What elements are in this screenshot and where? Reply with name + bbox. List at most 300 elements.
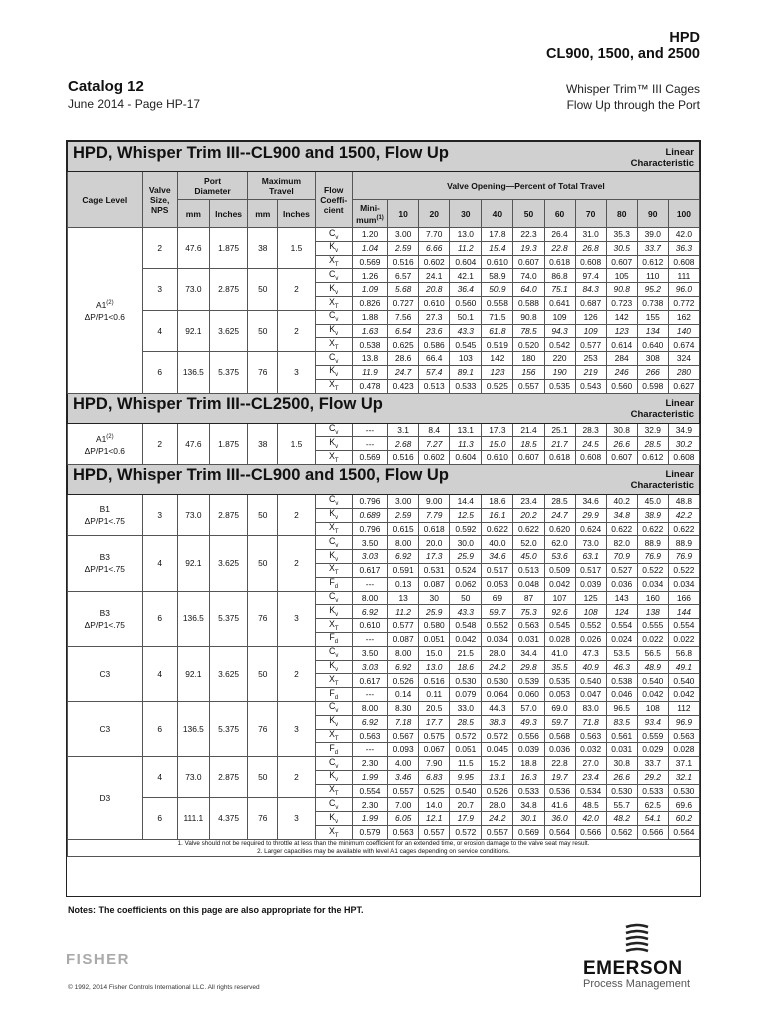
symbol-subscript: v bbox=[335, 372, 339, 379]
coefficient-symbol-cell bbox=[315, 605, 352, 619]
value-cell: 0.062 bbox=[450, 577, 482, 591]
symbol-subscript: T bbox=[334, 261, 339, 268]
value-cell: 0.13 bbox=[388, 577, 419, 591]
value-cell: 15.0 bbox=[419, 646, 450, 660]
value-cell: 16.3 bbox=[513, 770, 544, 784]
valve-size-cell: 3 bbox=[142, 269, 177, 310]
symbol-letter: $K_v$ bbox=[329, 282, 339, 296]
symbol-subscript: d bbox=[334, 749, 339, 756]
travel-mm-cell: 38 bbox=[248, 228, 278, 269]
value-cell: 16.1 bbox=[482, 508, 513, 522]
symbol-letter: $C_v$ bbox=[329, 351, 339, 365]
value-cell: 6.57 bbox=[388, 269, 419, 283]
characteristic-line: Characteristic bbox=[630, 480, 694, 492]
coefficient-symbol-cell bbox=[315, 826, 352, 840]
section-title-row bbox=[68, 393, 700, 423]
characteristic-line: Characteristic bbox=[630, 409, 694, 421]
value-cell: 0.608 bbox=[575, 451, 606, 465]
value-cell: 0.557 bbox=[388, 784, 419, 798]
travel-inches-cell: 3 bbox=[278, 591, 315, 646]
value-cell: 69.6 bbox=[668, 798, 699, 812]
value-cell: 0.569 bbox=[352, 255, 387, 269]
value-cell: 7.00 bbox=[388, 798, 419, 812]
value-cell: 6.92 bbox=[352, 715, 387, 729]
value-cell: 0.559 bbox=[637, 729, 668, 743]
value-cell: 0.032 bbox=[575, 743, 606, 757]
value-cell: 6.83 bbox=[419, 770, 450, 784]
value-cell: 0.034 bbox=[482, 632, 513, 646]
travel-mm-cell: 50 bbox=[248, 310, 278, 351]
travel-mm-cell: 50 bbox=[248, 757, 278, 798]
value-cell: 0.517 bbox=[482, 563, 513, 577]
value-cell: 83.5 bbox=[606, 715, 637, 729]
value-cell: 0.034 bbox=[637, 577, 668, 591]
value-cell: 0.028 bbox=[544, 632, 575, 646]
symbol-subscript: v bbox=[335, 652, 339, 659]
value-cell: 0.545 bbox=[450, 338, 482, 352]
value-cell: 8.00 bbox=[352, 701, 387, 715]
value-cell: 36.4 bbox=[450, 283, 482, 297]
port-mm-cell: 92.1 bbox=[177, 536, 209, 591]
header-text-line: Valve bbox=[148, 184, 171, 195]
port-inches-cell: 3.625 bbox=[209, 310, 247, 351]
value-cell: 219 bbox=[575, 365, 606, 379]
travel-mm-cell: 76 bbox=[248, 591, 278, 646]
value-cell: 0.536 bbox=[544, 784, 575, 798]
value-cell: 0.042 bbox=[450, 632, 482, 646]
description-line2: Flow Up through the Port bbox=[566, 98, 700, 112]
coefficient-symbol-cell bbox=[315, 269, 352, 283]
cage-level-cell bbox=[68, 228, 143, 394]
value-cell: 0.087 bbox=[419, 577, 450, 591]
value-cell: 246 bbox=[606, 365, 637, 379]
coefficient-symbol-cell bbox=[315, 770, 352, 784]
coefficient-symbol-cell bbox=[315, 494, 352, 508]
travel-inches-cell: 2 bbox=[278, 494, 315, 535]
value-cell: 0.522 bbox=[668, 563, 699, 577]
symbol-letter: $C_v$ bbox=[329, 798, 339, 811]
footnote-ref: (1) bbox=[376, 214, 384, 221]
value-cell: 0.610 bbox=[482, 451, 513, 465]
value-cell: 6.92 bbox=[388, 550, 419, 564]
value-cell: 30 bbox=[419, 591, 450, 605]
symbol-letter: $K_v$ bbox=[329, 508, 339, 522]
opening-percent-header: 30 bbox=[450, 200, 482, 228]
coefficient-symbol-cell bbox=[315, 591, 352, 605]
valve-size-cell: 4 bbox=[142, 646, 177, 701]
value-cell: 0.617 bbox=[352, 563, 387, 577]
value-cell: 2.59 bbox=[388, 241, 419, 255]
max-travel-header bbox=[248, 172, 315, 200]
value-cell: 7.79 bbox=[419, 508, 450, 522]
value-cell: 0.580 bbox=[419, 619, 450, 633]
value-cell: 28.0 bbox=[482, 798, 513, 812]
emerson-wordmark: EMERSON bbox=[583, 958, 683, 979]
value-cell: 53.5 bbox=[606, 646, 637, 660]
value-cell: 0.567 bbox=[388, 729, 419, 743]
footnote-row bbox=[68, 839, 700, 856]
travel-mm-cell: 76 bbox=[248, 701, 278, 756]
value-cell: 0.053 bbox=[544, 688, 575, 702]
value-cell: 17.9 bbox=[450, 812, 482, 826]
value-cell: 13.0 bbox=[450, 228, 482, 242]
value-cell: 52.0 bbox=[513, 536, 544, 550]
value-cell: 87 bbox=[513, 591, 544, 605]
value-cell: 0.586 bbox=[419, 338, 450, 352]
value-cell: 0.604 bbox=[450, 255, 482, 269]
value-cell: 0.614 bbox=[606, 338, 637, 352]
value-cell: 1.63 bbox=[352, 324, 387, 338]
value-cell: 0.579 bbox=[352, 826, 387, 840]
symbol-subscript: v bbox=[335, 317, 339, 324]
value-cell: 7.90 bbox=[419, 757, 450, 771]
coefficient-symbol-cell bbox=[315, 451, 352, 465]
linear-line: Linear bbox=[665, 469, 694, 481]
value-cell: 6.54 bbox=[388, 324, 419, 338]
value-cell: 28.6 bbox=[388, 352, 419, 366]
copyright: © 1992, 2014 Fisher Controls International LLC. All rights reserved bbox=[68, 984, 260, 991]
symbol-subscript: T bbox=[334, 528, 339, 535]
port-inches-cell: 5.375 bbox=[209, 591, 247, 646]
value-cell: 0.563 bbox=[388, 826, 419, 840]
value-cell: 69.0 bbox=[544, 701, 575, 715]
value-cell: 20.7 bbox=[450, 798, 482, 812]
value-cell: 0.520 bbox=[513, 338, 544, 352]
value-cell: 20.5 bbox=[419, 701, 450, 715]
header-text-line: B3 bbox=[99, 552, 110, 563]
value-cell: 0.568 bbox=[544, 729, 575, 743]
symbol-subscript: T bbox=[334, 303, 339, 310]
travel-inches-cell: 2 bbox=[278, 536, 315, 591]
value-cell: 74.0 bbox=[513, 269, 544, 283]
value-cell: --- bbox=[352, 632, 387, 646]
value-cell: 123 bbox=[606, 324, 637, 338]
travel-mm-cell: 50 bbox=[248, 269, 278, 310]
symbol-letter: $C_v$ bbox=[329, 423, 339, 436]
value-cell: 28.5 bbox=[450, 715, 482, 729]
value-cell: 42.2 bbox=[668, 508, 699, 522]
value-cell: 90.8 bbox=[513, 310, 544, 324]
header-text-line: ΔP/P1<.75 bbox=[84, 516, 125, 527]
value-cell: 11.2 bbox=[450, 241, 482, 255]
value-cell: 0.516 bbox=[419, 674, 450, 688]
value-cell: 25.1 bbox=[544, 423, 575, 437]
value-cell: 109 bbox=[544, 310, 575, 324]
symbol-letter: $K_v$ bbox=[329, 324, 339, 337]
value-cell: 27.3 bbox=[419, 310, 450, 324]
value-cell: 96.5 bbox=[606, 701, 637, 715]
value-cell: 0.566 bbox=[637, 826, 668, 840]
value-cell: 82.0 bbox=[606, 536, 637, 550]
cage-level-cell bbox=[68, 701, 143, 756]
value-cell: 138 bbox=[637, 605, 668, 619]
port-inches-cell: 2.875 bbox=[209, 757, 247, 798]
footnote-ref: (2) bbox=[106, 300, 114, 307]
symbol-subscript: d bbox=[334, 584, 339, 590]
section-title-row bbox=[68, 142, 700, 172]
travel-inches-cell: 2 bbox=[278, 757, 315, 798]
value-cell: 280 bbox=[668, 365, 699, 379]
symbol-letter: $C_v$ bbox=[329, 646, 339, 659]
value-cell: 41.0 bbox=[544, 646, 575, 660]
symbol-letter: $K_v$ bbox=[329, 660, 339, 673]
value-cell: 0.618 bbox=[544, 255, 575, 269]
valve-size-cell: 4 bbox=[142, 757, 177, 798]
symbol-letter: $C_v$ bbox=[329, 535, 339, 549]
value-cell: 0.622 bbox=[482, 522, 513, 536]
data-row bbox=[68, 798, 700, 812]
value-cell: 40.0 bbox=[482, 536, 513, 550]
travel-mm-cell: 76 bbox=[248, 798, 278, 839]
valve-size-cell: 3 bbox=[142, 494, 177, 535]
coefficient-symbol-cell bbox=[315, 437, 352, 451]
symbol-letter: $C_v$ bbox=[329, 756, 339, 770]
symbol-letter: $K_v$ bbox=[329, 436, 339, 450]
value-cell: 26.4 bbox=[544, 228, 575, 242]
opening-percent-header: 70 bbox=[575, 200, 606, 228]
value-cell: 0.557 bbox=[419, 826, 450, 840]
value-cell: 17.3 bbox=[482, 423, 513, 437]
value-cell: 0.572 bbox=[450, 826, 482, 840]
value-cell: 0.772 bbox=[668, 296, 699, 310]
value-cell: 45.0 bbox=[513, 550, 544, 564]
symbol-letter: $K_v$ bbox=[329, 770, 339, 784]
value-cell: 95.2 bbox=[637, 283, 668, 297]
travel-inches-cell: 2 bbox=[278, 269, 315, 310]
cage-level-cell bbox=[68, 591, 143, 646]
symbol-subscript: v bbox=[335, 289, 339, 296]
value-cell: 66.4 bbox=[419, 352, 450, 366]
value-cell: 0.566 bbox=[575, 826, 606, 840]
cage-level-cell bbox=[68, 646, 143, 701]
value-cell: 8.00 bbox=[388, 536, 419, 550]
value-cell: 33.0 bbox=[450, 701, 482, 715]
value-cell: 93.4 bbox=[637, 715, 668, 729]
value-cell: 0.560 bbox=[450, 296, 482, 310]
value-cell: 43.3 bbox=[450, 324, 482, 338]
value-cell: 0.608 bbox=[575, 255, 606, 269]
value-cell: 0.554 bbox=[668, 619, 699, 633]
coefficient-symbol-cell bbox=[315, 324, 352, 338]
value-cell: 39.0 bbox=[637, 228, 668, 242]
value-cell: 21.7 bbox=[544, 437, 575, 451]
header-text-line: A1$^{(2)}$ bbox=[96, 300, 114, 311]
value-cell: 76.9 bbox=[668, 550, 699, 564]
value-cell: 0.535 bbox=[544, 674, 575, 688]
coefficient-symbol-cell bbox=[315, 646, 352, 660]
value-cell: 34.9 bbox=[668, 423, 699, 437]
symbol-letter: $F_d$ bbox=[329, 742, 339, 756]
symbol-subscript: v bbox=[335, 275, 339, 282]
value-cell: 17.7 bbox=[419, 715, 450, 729]
opening-percent-header: 100 bbox=[668, 200, 699, 228]
symbol-subscript: v bbox=[335, 721, 339, 728]
value-cell: 76.9 bbox=[637, 550, 668, 564]
value-cell: 35.3 bbox=[606, 228, 637, 242]
value-cell: 0.525 bbox=[419, 784, 450, 798]
value-cell: 24.5 bbox=[575, 437, 606, 451]
value-cell: 58.9 bbox=[482, 269, 513, 283]
value-cell: 0.687 bbox=[575, 296, 606, 310]
value-cell: 0.026 bbox=[575, 632, 606, 646]
valve-size-cell: 4 bbox=[142, 536, 177, 591]
value-cell: 14.0 bbox=[419, 798, 450, 812]
symbol-subscript: v bbox=[335, 777, 339, 784]
footnote: 1. Valve should not be required to throttle at less than the minimum coefficient for an extended time, or erosion damage to the valve seat may result. bbox=[177, 839, 590, 847]
symbol-subscript: v bbox=[335, 556, 339, 563]
value-cell: 0.538 bbox=[352, 338, 387, 352]
catalog-date: June 2014 - Page HP-17 bbox=[68, 97, 201, 111]
value-cell: 15.4 bbox=[482, 241, 513, 255]
port-mm-cell: 73.0 bbox=[177, 757, 209, 798]
coefficient-symbol-cell bbox=[315, 619, 352, 633]
footnotes-cell bbox=[68, 839, 700, 856]
value-cell: 0.064 bbox=[482, 688, 513, 702]
value-cell: 8.30 bbox=[388, 701, 419, 715]
value-cell: 3.00 bbox=[388, 494, 419, 508]
value-cell: 103 bbox=[450, 352, 482, 366]
value-cell: 0.047 bbox=[575, 688, 606, 702]
value-cell: 17.8 bbox=[482, 228, 513, 242]
value-cell: 20.8 bbox=[419, 283, 450, 297]
section-title-row bbox=[68, 464, 700, 494]
value-cell: 0.530 bbox=[668, 784, 699, 798]
value-cell: 0.045 bbox=[482, 743, 513, 757]
value-cell: 0.610 bbox=[482, 255, 513, 269]
symbol-letter: $K_v$ bbox=[329, 549, 339, 563]
value-cell: 4.00 bbox=[388, 757, 419, 771]
symbol-subscript: v bbox=[335, 515, 339, 522]
coefficient-table bbox=[67, 141, 700, 857]
product-title-line2: CL900, 1500, and 2500 bbox=[546, 46, 700, 62]
value-cell: 0.423 bbox=[388, 379, 419, 393]
header-text-line: A1$^{(2)}$ bbox=[96, 433, 114, 444]
value-cell: 0.046 bbox=[606, 688, 637, 702]
value-cell: 32.9 bbox=[637, 423, 668, 437]
symbol-subscript: T bbox=[334, 457, 339, 464]
product-title-line1: HPD bbox=[669, 30, 700, 46]
value-cell: 0.545 bbox=[544, 619, 575, 633]
value-cell: 47.3 bbox=[575, 646, 606, 660]
symbol-letter: $X_T$ bbox=[328, 379, 339, 393]
port-mm-header: mm bbox=[177, 200, 209, 228]
value-cell: 20.2 bbox=[513, 508, 544, 522]
symbol-letter: $X_T$ bbox=[328, 784, 339, 797]
data-row bbox=[68, 757, 700, 771]
value-cell: 69 bbox=[482, 591, 513, 605]
header-text-line: C3 bbox=[99, 724, 111, 734]
data-row bbox=[68, 352, 700, 366]
value-cell: 143 bbox=[606, 591, 637, 605]
symbol-subscript: T bbox=[334, 344, 339, 351]
value-cell: 12.1 bbox=[419, 812, 450, 826]
value-cell: 5.68 bbox=[388, 283, 419, 297]
valve-size-cell: 4 bbox=[142, 310, 177, 351]
value-cell: 0.577 bbox=[575, 338, 606, 352]
value-cell: 84.3 bbox=[575, 283, 606, 297]
value-cell: 46.3 bbox=[606, 660, 637, 674]
value-cell: 0.14 bbox=[388, 688, 419, 702]
value-cell: 0.022 bbox=[637, 632, 668, 646]
port-mm-cell: 47.6 bbox=[177, 423, 209, 464]
coefficient-symbol-cell bbox=[315, 228, 352, 242]
value-cell: 6.92 bbox=[352, 605, 387, 619]
value-cell: 124 bbox=[606, 605, 637, 619]
value-cell: 38.3 bbox=[482, 715, 513, 729]
symbol-letter: $C_v$ bbox=[329, 701, 339, 715]
value-cell: 180 bbox=[513, 352, 544, 366]
value-cell: 88.9 bbox=[637, 536, 668, 550]
value-cell: 34.6 bbox=[575, 494, 606, 508]
value-cell: 0.607 bbox=[606, 255, 637, 269]
value-cell: 0.552 bbox=[575, 619, 606, 633]
value-cell: 83.0 bbox=[575, 701, 606, 715]
section-title: HPD, Whisper Trim III--CL900 and 1500, Flow Up bbox=[73, 466, 449, 485]
symbol-letter: $K_v$ bbox=[329, 365, 339, 379]
value-cell: 0.557 bbox=[482, 826, 513, 840]
value-cell: 190 bbox=[544, 365, 575, 379]
value-cell: 0.826 bbox=[352, 296, 387, 310]
value-cell: 0.527 bbox=[606, 563, 637, 577]
coefficient-symbol-cell bbox=[315, 632, 352, 646]
value-cell: 88.9 bbox=[668, 536, 699, 550]
catalog-label: Catalog 12 bbox=[68, 78, 144, 95]
symbol-subscript: v bbox=[335, 708, 339, 715]
value-cell: 11.2 bbox=[388, 605, 419, 619]
value-cell: 50.1 bbox=[450, 310, 482, 324]
symbol-letter: $C_v$ bbox=[329, 268, 339, 282]
value-cell: 0.723 bbox=[606, 296, 637, 310]
value-cell: 0.625 bbox=[388, 338, 419, 352]
value-cell: 15.0 bbox=[482, 437, 513, 451]
value-cell: 0.572 bbox=[482, 729, 513, 743]
value-cell: 56.5 bbox=[637, 646, 668, 660]
value-cell: 0.509 bbox=[544, 563, 575, 577]
value-cell: 21.5 bbox=[450, 646, 482, 660]
port-mm-cell: 47.6 bbox=[177, 228, 209, 269]
value-cell: 0.563 bbox=[575, 729, 606, 743]
value-cell: 0.525 bbox=[482, 379, 513, 393]
value-cell: 23.6 bbox=[419, 324, 450, 338]
value-cell: 71.8 bbox=[575, 715, 606, 729]
coefficient-symbol-cell bbox=[315, 688, 352, 702]
value-cell: 64.0 bbox=[513, 283, 544, 297]
value-cell: 36.3 bbox=[668, 241, 699, 255]
linear-line: Linear bbox=[665, 146, 694, 158]
valve-opening-header: Valve Opening—Percent of Total Travel bbox=[352, 172, 699, 200]
symbol-subscript: T bbox=[334, 625, 339, 632]
valve-size-cell: 2 bbox=[142, 423, 177, 464]
footnote: 2. Larger capacities may be available with level A1 cages depending on service conditions. bbox=[257, 847, 510, 855]
value-cell: 63.1 bbox=[575, 550, 606, 564]
emerson-logo-icon bbox=[622, 922, 652, 954]
value-cell: 0.533 bbox=[637, 784, 668, 798]
value-cell: 18.8 bbox=[513, 757, 544, 771]
value-cell: 0.540 bbox=[637, 674, 668, 688]
valve-size-cell: 6 bbox=[142, 701, 177, 756]
value-cell: 96.0 bbox=[668, 283, 699, 297]
coefficient-symbol-cell bbox=[315, 674, 352, 688]
value-cell: 25.9 bbox=[419, 605, 450, 619]
coefficient-symbol-cell bbox=[315, 701, 352, 715]
value-cell: 108 bbox=[637, 701, 668, 715]
value-cell: 0.539 bbox=[513, 674, 544, 688]
value-cell: 57.0 bbox=[513, 701, 544, 715]
value-cell: 108 bbox=[575, 605, 606, 619]
data-row bbox=[68, 591, 700, 605]
coefficient-symbol-cell bbox=[315, 729, 352, 743]
value-cell: 253 bbox=[575, 352, 606, 366]
